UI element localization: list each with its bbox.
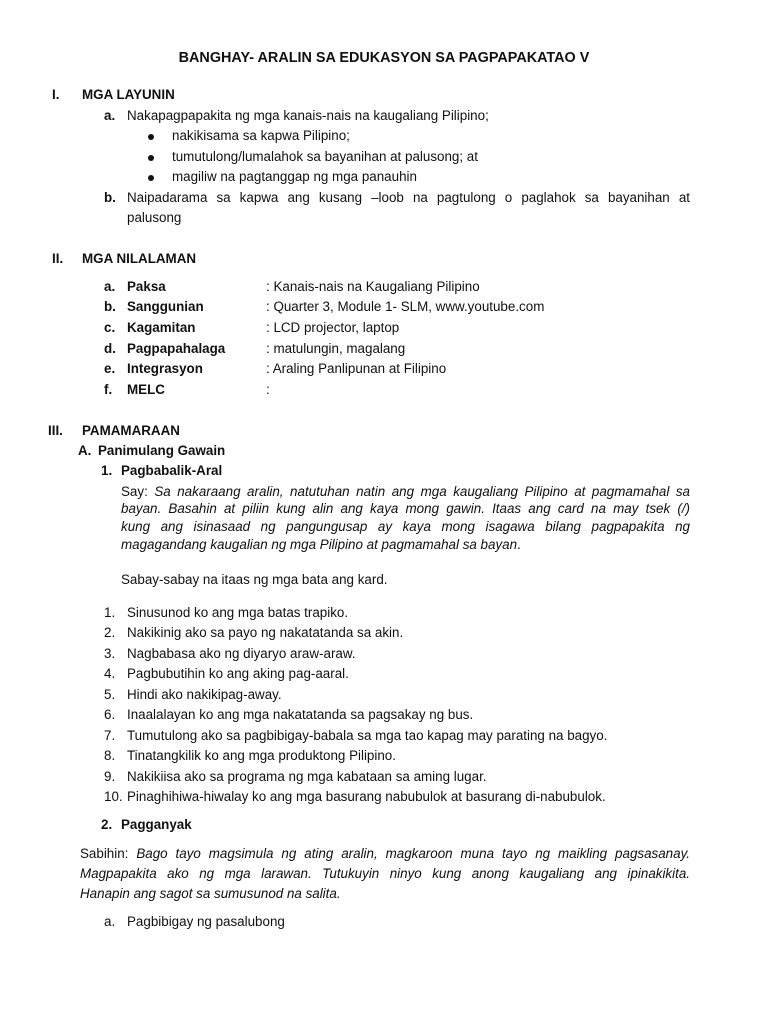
content-label: MELC	[127, 382, 165, 397]
content-label: Kagamitan	[127, 320, 196, 335]
content-label: Pagpapahalaga	[127, 341, 226, 356]
section-1-heading: MGA LAYUNIN	[82, 87, 175, 102]
content-value: :	[266, 382, 270, 397]
list-item: Pinaghihiwa-hiwalay ko ang mga basurang nabubulok at basurang di-nabubulok.	[127, 789, 606, 804]
section-1-number: I.	[52, 87, 60, 102]
list-item: Inaalalayan ko ang mga nakatatanda sa pagsakay ng bus.	[127, 707, 474, 722]
list-number: 1.	[104, 605, 116, 620]
final-item-letter: a.	[104, 914, 116, 929]
say-line-4	[121, 537, 521, 552]
sabihin-line-1	[80, 846, 690, 861]
list-item: Tinatangkilik ko ang mga produktong Pilipino.	[127, 748, 396, 763]
say-line-3: kung ang isinasaad ng pangungusap ay kaya mong isagawa bilang pagpapakita ng	[121, 519, 690, 534]
list-number: 3.	[104, 646, 116, 661]
list-number: 5.	[104, 687, 116, 702]
objective-b-letter: b.	[104, 190, 116, 205]
content-value: : Araling Panlipunan at Filipino	[266, 361, 447, 376]
list-item: Nakikiisa ako sa programa ng mga kabataan sa aming lugar.	[127, 769, 487, 784]
list-number: 6.	[104, 707, 116, 722]
content-value: : LCD projector, laptop	[266, 320, 400, 335]
objective-b-text-line1: Naipadarama sa kapwa ang kusang –loob na pagtulong o paglahok sa bayanihan at	[127, 190, 690, 205]
say-text: Sa nakaraang aralin, natutuhan natin ang mga kaugaliang Pilipino at pagmamahal sa	[154, 484, 690, 499]
list-item: Nakikinig ako sa payo ng nakatatanda sa akin.	[127, 625, 404, 640]
bullet-icon	[148, 175, 154, 181]
sabihin-line-2: Magpapakita ako ng mga larawan. Tutukuyin ninyo kung anong kaugaliang ang ipinakikita.	[80, 866, 690, 881]
objective-bullet: nakikisama sa kapwa Pilipino;	[172, 128, 350, 143]
say-line-1	[121, 484, 690, 499]
list-item: Sinusunod ko ang mga batas trapiko.	[127, 605, 349, 620]
section-2-heading: MGA NILALAMAN	[82, 251, 197, 266]
page-title: BANGHAY- ARALIN SA EDUKASYON SA PAGPAPAKATAO V	[178, 50, 590, 66]
list-item: Pagbubutihin ko ang aking pag-aaral.	[127, 666, 349, 681]
list-number: 9.	[104, 769, 116, 784]
list-item: Hindi ako nakikipag-away.	[127, 687, 282, 702]
content-letter: b.	[104, 299, 116, 314]
content-label: Sanggunian	[127, 299, 204, 314]
sabihin-text: Bago tayo magsimula ng ating aralin, magkaroon muna tayo ng maikling pagsasanay.	[136, 846, 690, 861]
content-letter: a.	[104, 279, 116, 294]
step-2-number: 2.	[101, 817, 113, 832]
final-item-text: Pagbibigay ng pasalubong	[127, 914, 285, 929]
content-label: Integrasyon	[127, 361, 203, 376]
list-number: 8.	[104, 748, 116, 763]
step-2-label: Pagganyak	[121, 817, 192, 832]
content-letter: c.	[104, 320, 116, 335]
content-value: : matulungin, magalang	[266, 341, 406, 356]
section-2-number: II.	[52, 251, 64, 266]
objective-a-letter: a.	[104, 108, 116, 123]
list-number: 10.	[104, 789, 123, 804]
list-item: Tumutulong ako sa pagbibigay-babala sa mga tao kapag may parating na bagyo.	[127, 728, 608, 743]
sub-a-letter: A.	[78, 443, 92, 458]
sabihin-line-3: Hanapin ang sagot sa sumusunod na salita.	[80, 886, 341, 901]
objective-bullet: tumutulong/lumalahok sa bayanihan at palusong; at	[172, 149, 478, 164]
step-1-number: 1.	[101, 463, 113, 478]
objective-bullet: magiliw na pagtanggap ng mga panauhin	[172, 169, 417, 184]
objective-a-text: Nakapagpapakita ng mga kanais-nais na kaugaliang Pilipino;	[127, 108, 489, 123]
say-prefix: Say:	[121, 484, 155, 499]
list-number: 7.	[104, 728, 116, 743]
sabihin-prefix: Sabihin:	[80, 846, 137, 861]
step-1-label: Pagbabalik-Aral	[121, 463, 223, 478]
section-3-heading: PAMAMARAAN	[82, 423, 180, 438]
content-letter: f.	[104, 382, 113, 397]
content-label: Paksa	[127, 279, 166, 294]
bullet-icon	[148, 134, 154, 140]
sabay-instruction: Sabay-sabay na itaas ng mga bata ang kard.	[121, 572, 388, 587]
objective-b-text-line2: palusong	[127, 210, 182, 225]
section-3-number: III.	[48, 423, 63, 438]
say-line-2: bayan. Basahin at piliin kung alin ang kaya mong gawin. Itaas ang card na may tsek (/)	[121, 501, 690, 516]
content-letter: d.	[104, 341, 116, 356]
content-value: : Kanais-nais na Kaugaliang Pilipino	[266, 279, 480, 294]
content-letter: e.	[104, 361, 116, 376]
say-text: magagandang kaugalian ng mga Pilipino at pagmamahal sa bayan	[121, 537, 518, 552]
say-end: .	[517, 537, 521, 552]
list-number: 4.	[104, 666, 116, 681]
sub-a-label: Panimulang Gawain	[98, 443, 226, 458]
list-number: 2.	[104, 625, 116, 640]
list-item: Nagbabasa ako ng diyaryo araw-araw.	[127, 646, 356, 661]
content-value: : Quarter 3, Module 1- SLM, www.youtube.com	[266, 299, 545, 314]
bullet-icon	[148, 155, 154, 161]
